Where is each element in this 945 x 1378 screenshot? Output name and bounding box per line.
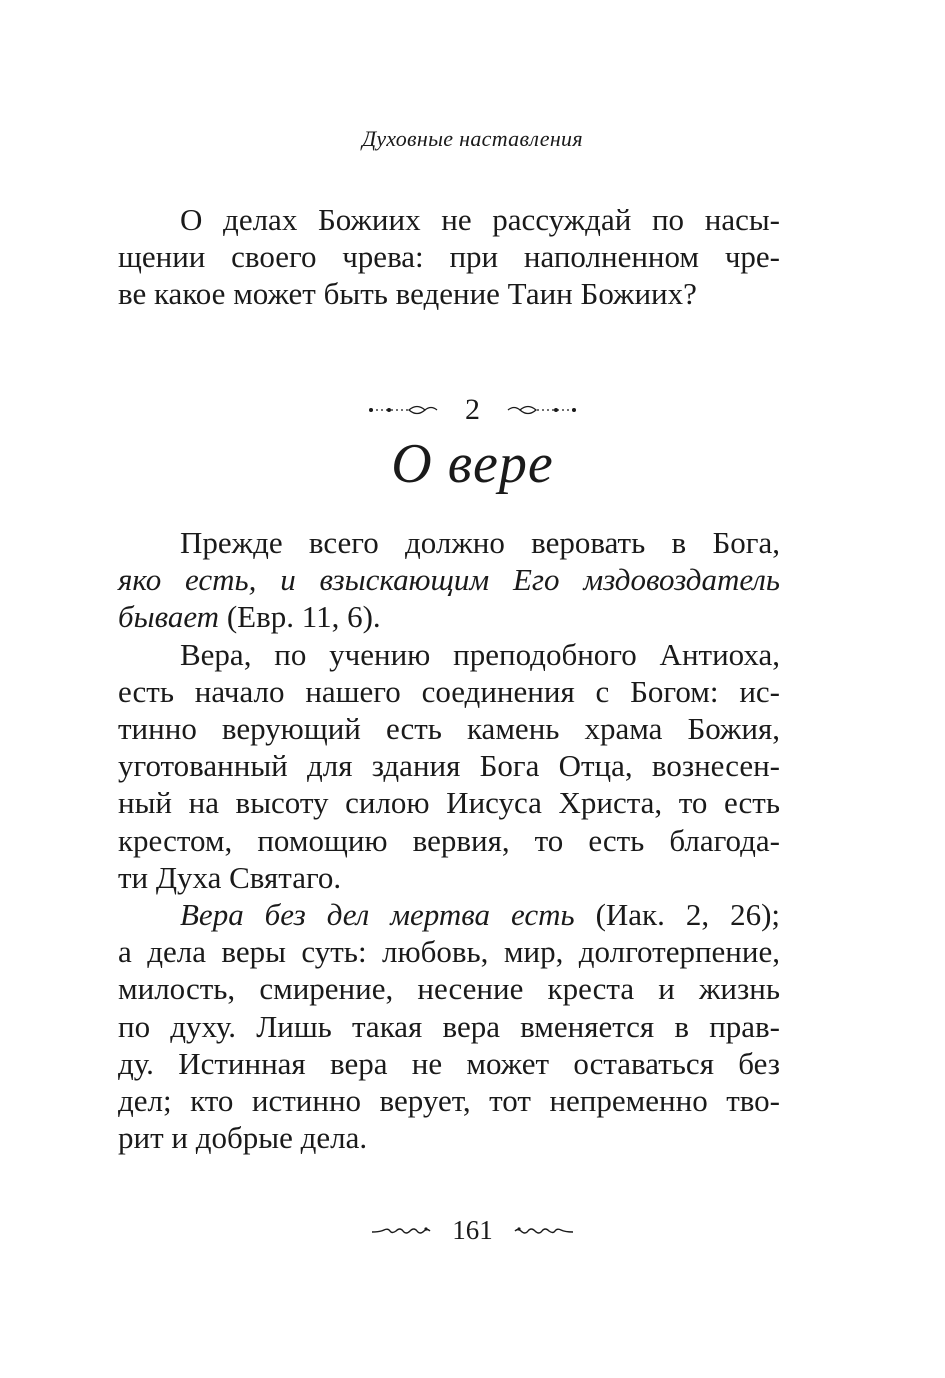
scroll-ornament-left-icon — [370, 1223, 432, 1239]
text-line: Вера, по учению преподобного Антиоха, — [180, 636, 780, 672]
scripture-quote: яко есть, и взыскающим Его мздовоздатель — [118, 562, 780, 598]
intro-paragraph — [118, 201, 780, 313]
page-number: 161 — [452, 1215, 493, 1245]
scripture-reference: (Иак. 2, 26); — [574, 897, 781, 933]
text-line: по духу. Лишь такая вера вменяется в прав- — [118, 1008, 780, 1044]
text-line: ный на высоту силою Иисуса Христа, то есть — [118, 785, 780, 821]
text-line: дел; кто истинно верует, тот непременно тво- — [118, 1083, 780, 1119]
text-line — [118, 598, 780, 635]
text-line: есть начало нашего соединения с Богом: ис- — [118, 673, 780, 709]
chapter-body — [118, 524, 780, 1156]
scripture-reference: (Евр. 11, 6). — [219, 599, 381, 635]
text-line: ду. Истинная вера не может оставаться без — [118, 1045, 780, 1081]
chapter-title: О вере — [391, 433, 554, 495]
text-line — [118, 896, 780, 933]
text-line: ти Духа Святаго. — [118, 859, 342, 895]
text-line: рит и добрые дела. — [118, 1120, 368, 1156]
running-head: Духовные наставления — [362, 126, 583, 151]
scripture-quote: Вера без дел мертва есть — [180, 897, 575, 933]
scripture-quote: бывает — [118, 599, 220, 635]
text-line: крестом, помощию вервия, то есть благода- — [118, 822, 780, 858]
chapter-number-row — [0, 393, 945, 427]
text-line: тинно верующий есть камень храма Божия, — [118, 711, 780, 747]
flourish-ornament-left-icon — [369, 402, 439, 418]
text-line: щении своего чрева: при наполненном чре- — [118, 239, 780, 275]
text-line: милость, смирение, несение креста и жизнь — [118, 971, 780, 1007]
chapter-number: 2 — [465, 393, 480, 426]
text-line: О делах Божиих не рассуждай по насы- — [180, 202, 780, 237]
page-folio — [0, 1215, 945, 1246]
text-line: Прежде всего должно веровать в Бога, — [180, 525, 780, 560]
text-line: уготованный для здания Бога Отца, вознесен- — [118, 748, 780, 784]
text-line — [118, 561, 780, 598]
scroll-ornament-right-icon — [513, 1223, 575, 1239]
text-line: а дела веры суть: любовь, мир, долготерпение, — [118, 934, 780, 970]
flourish-ornament-right-icon — [506, 402, 576, 418]
text-line: ве какое может быть ведение Таин Божиих? — [118, 276, 697, 312]
